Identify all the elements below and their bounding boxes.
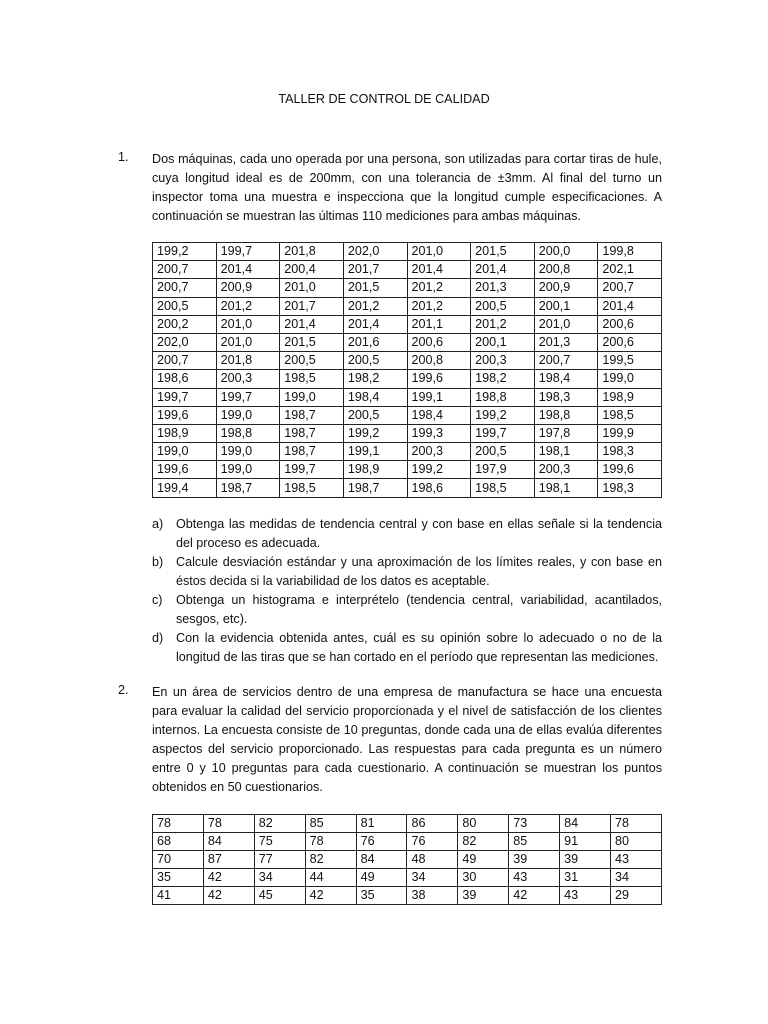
table-cell: 198,8: [471, 388, 535, 406]
table-cell: 200,8: [534, 261, 598, 279]
table-cell: 34: [254, 869, 305, 887]
table-row: [153, 479, 662, 497]
table-cell: 76: [356, 833, 407, 851]
table-cell: 199,7: [153, 388, 217, 406]
table-cell: 200,3: [471, 352, 535, 370]
table-cell: 201,1: [407, 315, 471, 333]
document-title: TALLER DE CONTROL DE CALIDAD: [278, 92, 490, 106]
table-cell: 201,3: [534, 333, 598, 351]
table-cell: 198,4: [407, 406, 471, 424]
table-cell: 198,3: [534, 388, 598, 406]
table-cell: 200,3: [407, 443, 471, 461]
table-cell: 199,9: [598, 424, 662, 442]
table-cell: 200,7: [153, 261, 217, 279]
table-cell: 82: [458, 833, 509, 851]
table-cell: 198,6: [407, 479, 471, 497]
table-cell: 199,8: [598, 243, 662, 261]
table-cell: 199,6: [153, 461, 217, 479]
table-cell: 198,9: [343, 461, 407, 479]
table-cell: 201,2: [407, 297, 471, 315]
table-row: [153, 297, 662, 315]
sub-question-label: b): [152, 555, 164, 569]
table-cell: 43: [509, 869, 560, 887]
table-cell: 199,0: [280, 388, 344, 406]
table-cell: 200,6: [407, 333, 471, 351]
sub-question-label: c): [152, 593, 163, 607]
table-cell: 199,5: [598, 352, 662, 370]
table-cell: 49: [458, 851, 509, 869]
table-cell: 200,5: [280, 352, 344, 370]
table-row: [153, 833, 662, 851]
table-cell: 39: [509, 851, 560, 869]
table-cell: 199,2: [343, 424, 407, 442]
table-cell: 199,0: [216, 443, 280, 461]
table-cell: 200,5: [343, 406, 407, 424]
table-cell: 42: [305, 887, 356, 905]
table-cell: 201,3: [471, 279, 535, 297]
sub-question: [152, 629, 662, 667]
table-cell: 91: [560, 833, 611, 851]
table-row: [153, 406, 662, 424]
table-cell: 201,7: [280, 297, 344, 315]
table-cell: 200,0: [534, 243, 598, 261]
table-row: [153, 279, 662, 297]
table-cell: 198,5: [471, 479, 535, 497]
table-cell: 200,6: [598, 315, 662, 333]
table-cell: 201,0: [534, 315, 598, 333]
table-cell: 199,0: [216, 461, 280, 479]
table-cell: 201,5: [471, 243, 535, 261]
table-cell: 199,0: [216, 406, 280, 424]
table-cell: 84: [356, 851, 407, 869]
survey-scores-table: [152, 814, 662, 905]
table-row: [153, 869, 662, 887]
table-cell: 199,6: [407, 370, 471, 388]
table-cell: 42: [203, 869, 254, 887]
table-cell: 198,3: [598, 443, 662, 461]
table-cell: 199,2: [407, 461, 471, 479]
table-cell: 82: [305, 851, 356, 869]
table-row: [153, 443, 662, 461]
table-cell: 200,1: [534, 297, 598, 315]
table-cell: 80: [458, 815, 509, 833]
table-cell: 202,0: [153, 333, 217, 351]
table-cell: 87: [203, 851, 254, 869]
table-row: [153, 461, 662, 479]
table-cell: 38: [407, 887, 458, 905]
table-row: [153, 261, 662, 279]
table-cell: 200,7: [153, 352, 217, 370]
table-cell: 42: [509, 887, 560, 905]
table-cell: 70: [153, 851, 204, 869]
table-cell: 200,9: [216, 279, 280, 297]
table-cell: 201,7: [343, 261, 407, 279]
table-cell: 198,8: [534, 406, 598, 424]
table-cell: 202,0: [343, 243, 407, 261]
table-cell: 44: [305, 869, 356, 887]
table-cell: 34: [611, 869, 662, 887]
table-cell: 198,2: [343, 370, 407, 388]
table-cell: 78: [611, 815, 662, 833]
table-cell: 199,0: [153, 443, 217, 461]
table-row: [153, 370, 662, 388]
table-cell: 199,4: [153, 479, 217, 497]
question-2-text: En un área de servicios dentro de una empresa de manufactura se hace una encuesta para evaluar la calidad del servicio proporcionada y el nivel de satisfacción de los clientes internos. La encuesta consiste de 10 preguntas, donde cada una de ellas evalúa diferentes aspectos del servicio proporcionado. Las respuestas para cada pregunta es un número entre 0 y 10 preguntas para cada cuestionario. A continuación se muestran los puntos obtenidos en 50 cuestionarios.: [152, 685, 662, 794]
table-row: [153, 388, 662, 406]
table-cell: 200,5: [153, 297, 217, 315]
table-cell: 198,1: [534, 479, 598, 497]
table-cell: 199,3: [407, 424, 471, 442]
table-cell: 77: [254, 851, 305, 869]
table-cell: 199,7: [216, 388, 280, 406]
table-cell: 200,7: [153, 279, 217, 297]
table-cell: 200,4: [280, 261, 344, 279]
table-cell: 201,0: [407, 243, 471, 261]
table-cell: 201,6: [343, 333, 407, 351]
table-cell: 68: [153, 833, 204, 851]
sub-question-label: a): [152, 517, 164, 531]
table-cell: 198,3: [598, 479, 662, 497]
table-cell: 200,1: [471, 333, 535, 351]
table-cell: 85: [305, 815, 356, 833]
table-cell: 82: [254, 815, 305, 833]
table-cell: 200,9: [534, 279, 598, 297]
table-cell: 201,4: [280, 315, 344, 333]
sub-question-text: Obtenga un histograma e interprételo (tendencia central, variabilidad, acantilados, sesgos, etc).: [176, 593, 662, 626]
table-cell: 78: [203, 815, 254, 833]
table-cell: 29: [611, 887, 662, 905]
table-cell: 201,4: [471, 261, 535, 279]
table-cell: 197,8: [534, 424, 598, 442]
table-cell: 200,5: [471, 297, 535, 315]
table-cell: 198,4: [534, 370, 598, 388]
table-cell: 198,7: [343, 479, 407, 497]
table-cell: 200,5: [343, 352, 407, 370]
table-cell: 200,3: [216, 370, 280, 388]
table-cell: 197,9: [471, 461, 535, 479]
table-cell: 198,8: [216, 424, 280, 442]
table-row: [153, 815, 662, 833]
table-cell: 81: [356, 815, 407, 833]
question-2-number: 2.: [118, 683, 129, 697]
table-cell: 39: [458, 887, 509, 905]
table-cell: 85: [509, 833, 560, 851]
table-cell: 199,6: [598, 461, 662, 479]
table-cell: 49: [356, 869, 407, 887]
table-cell: 76: [407, 833, 458, 851]
table-cell: 199,7: [216, 243, 280, 261]
table-row: [153, 352, 662, 370]
table-cell: 30: [458, 869, 509, 887]
table-cell: 84: [560, 815, 611, 833]
table-cell: 198,1: [534, 443, 598, 461]
question-1-number: 1.: [118, 150, 129, 164]
table-cell: 200,8: [407, 352, 471, 370]
table-cell: 201,4: [343, 315, 407, 333]
table-cell: 199,0: [598, 370, 662, 388]
table-cell: 48: [407, 851, 458, 869]
sub-question: [152, 591, 662, 629]
table-cell: 198,7: [280, 406, 344, 424]
sub-question: [152, 515, 662, 553]
table-cell: 199,7: [280, 461, 344, 479]
table-cell: 199,1: [407, 388, 471, 406]
table-cell: 31: [560, 869, 611, 887]
table-cell: 198,7: [280, 443, 344, 461]
table-cell: 198,5: [280, 479, 344, 497]
table-cell: 198,4: [343, 388, 407, 406]
table-cell: 200,2: [153, 315, 217, 333]
table-row: [153, 243, 662, 261]
table-cell: 34: [407, 869, 458, 887]
table-cell: 198,7: [216, 479, 280, 497]
table-cell: 198,2: [471, 370, 535, 388]
table-row: [153, 315, 662, 333]
table-cell: 201,4: [216, 261, 280, 279]
table-cell: 200,3: [534, 461, 598, 479]
table-cell: 86: [407, 815, 458, 833]
table-cell: 73: [509, 815, 560, 833]
table-cell: 41: [153, 887, 204, 905]
table-cell: 200,7: [598, 279, 662, 297]
table-cell: 35: [356, 887, 407, 905]
table-cell: 43: [560, 887, 611, 905]
question-1-text: Dos máquinas, cada uno operada por una persona, son utilizadas para cortar tiras de hule, cuya longitud ideal es de 200mm, con una tolerancia de ±3mm. Al final del turno un inspector toma una muestra e inspecciona que la longitud cumple especificaciones. A continuación se muestran las últimas 110 mediciones para ambas máquinas.: [152, 152, 662, 223]
table-row: [153, 887, 662, 905]
table-cell: 198,7: [280, 424, 344, 442]
table-cell: 198,6: [153, 370, 217, 388]
table-cell: 200,7: [534, 352, 598, 370]
table-cell: 199,2: [471, 406, 535, 424]
table-cell: 201,2: [216, 297, 280, 315]
table-cell: 78: [153, 815, 204, 833]
table-cell: 35: [153, 869, 204, 887]
table-cell: 198,5: [598, 406, 662, 424]
table-cell: 200,5: [471, 443, 535, 461]
table-cell: 39: [560, 851, 611, 869]
table-cell: 202,1: [598, 261, 662, 279]
sub-question-label: d): [152, 631, 164, 645]
table-cell: 42: [203, 887, 254, 905]
sub-question-text: Calcule desviación estándar y una aproximación de los límites reales, y con base en éstos decida si la variabilidad de los datos es aceptable.: [176, 555, 662, 588]
table-row: [153, 424, 662, 442]
table-cell: 199,1: [343, 443, 407, 461]
table-cell: 201,5: [343, 279, 407, 297]
table-cell: 201,4: [407, 261, 471, 279]
table-cell: 201,2: [471, 315, 535, 333]
table-cell: 75: [254, 833, 305, 851]
table-cell: 200,6: [598, 333, 662, 351]
table-cell: 84: [203, 833, 254, 851]
table-cell: 45: [254, 887, 305, 905]
table-cell: 201,5: [280, 333, 344, 351]
measurements-table: [152, 242, 662, 498]
table-cell: 198,9: [153, 424, 217, 442]
sub-question-text: Obtenga las medidas de tendencia central y con base en ellas señale si la tendencia del proceso es adecuada.: [176, 517, 662, 550]
sub-question: [152, 553, 662, 591]
table-cell: 199,7: [471, 424, 535, 442]
table-cell: 201,2: [407, 279, 471, 297]
table-row: [153, 851, 662, 869]
table-cell: 201,0: [280, 279, 344, 297]
table-cell: 199,6: [153, 406, 217, 424]
table-cell: 201,4: [598, 297, 662, 315]
table-cell: 201,2: [343, 297, 407, 315]
table-row: [153, 333, 662, 351]
table-cell: 198,5: [280, 370, 344, 388]
table-cell: 201,0: [216, 315, 280, 333]
table-cell: 80: [611, 833, 662, 851]
table-cell: 198,9: [598, 388, 662, 406]
table-cell: 201,8: [216, 352, 280, 370]
sub-question-text: Con la evidencia obtenida antes, cuál es su opinión sobre lo adecuado o no de la longitud de las tiras que se han cortado en el período que representan las mediciones.: [176, 631, 662, 664]
table-cell: 78: [305, 833, 356, 851]
table-cell: 43: [611, 851, 662, 869]
table-cell: 201,8: [280, 243, 344, 261]
table-cell: 201,0: [216, 333, 280, 351]
table-cell: 199,2: [153, 243, 217, 261]
